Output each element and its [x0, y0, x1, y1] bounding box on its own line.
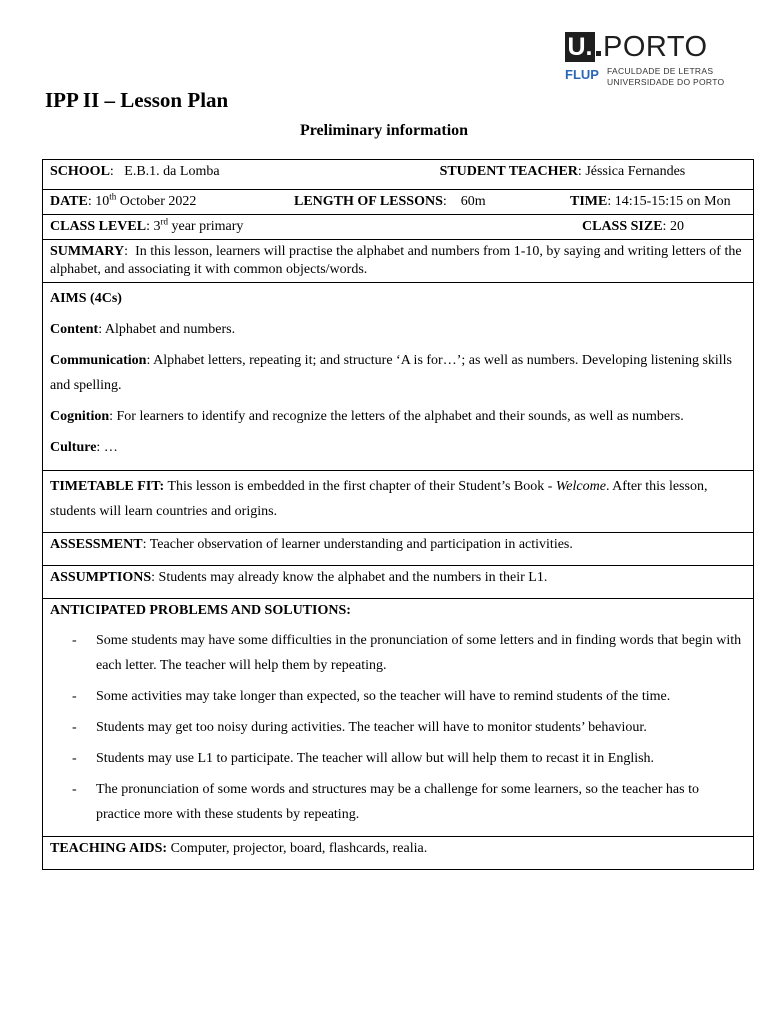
cell-assessment: ASSESSMENT: Teacher observation of learner understanding and participation in activities. — [43, 533, 754, 566]
class-level-label: CLASS LEVEL — [50, 219, 147, 234]
logo-name: PORTO — [603, 31, 708, 63]
aims-heading — [50, 286, 746, 311]
row-school — [43, 160, 754, 190]
date-line — [50, 193, 746, 211]
cell-teaching-aids — [43, 837, 754, 870]
class-level-suffix: rd — [160, 216, 168, 227]
assessment-label: ASSESSMENT — [50, 537, 143, 552]
list-item: - Some students may have some difficulties in the pronunciation of some letters and in finding words that begin with each letter. The teacher will help them by repeating. — [50, 628, 746, 678]
time-field: TIME: 14:15-15:15 on Mon — [570, 194, 731, 209]
problems-list — [50, 628, 746, 827]
cell-assumptions: ASSUMPTIONS: Students may already know the alphabet and the numbers in their L1. — [43, 566, 754, 599]
aims-heading-text: AIMS (4Cs) — [50, 291, 122, 306]
school-value: E.B.1. da Lomba — [124, 164, 220, 179]
aims-cognition-label: Cognition — [50, 409, 110, 424]
aims-content: Content: Alphabet and numbers. — [50, 322, 236, 337]
time-value: 14:15-15:15 on Mon — [614, 194, 731, 209]
aims-cognition-text: For learners to identify and recognize the letters of the alphabet and their sounds, as well as numbers. — [116, 409, 684, 424]
aims-communication: Communication: Alphabet letters, repeating it; and structure ‘A is for…’; as well as numbers. Developing listening skills and spelling. — [50, 353, 733, 393]
cell-school — [43, 160, 754, 190]
logo-mark: U. — [565, 32, 595, 62]
timetable-label: TIMETABLE FIT: — [50, 479, 165, 494]
assessment-text: Teacher observation of learner understanding and participation in activities. — [149, 537, 573, 552]
school-field: SCHOOL: E.B.1. da Lomba — [50, 164, 220, 179]
cell-date — [43, 190, 754, 215]
date-label: DATE — [50, 194, 88, 209]
timetable-book: Welcome — [555, 479, 606, 494]
row-aims — [43, 283, 754, 471]
class-size-value: 20 — [669, 219, 684, 234]
logo-faculty-line2: UNIVERSIDADE DO PORTO — [607, 77, 725, 87]
cell-problems — [43, 599, 754, 837]
row-timetable — [43, 471, 754, 533]
aims-content-label: Content — [50, 322, 99, 337]
list-item: - The pronunciation of some words and structures may be a challenge for some learners, so the teacher has to practice more with these students by repeating. — [50, 777, 746, 827]
length-value: 60m — [460, 194, 486, 209]
cell-timetable — [43, 471, 754, 533]
teaching-aids-text: Computer, projector, board, flashcards, realia. — [170, 841, 428, 856]
date-rest: October 2022 — [119, 194, 197, 209]
cell-aims — [43, 283, 754, 471]
timetable-text-after: . After this lesson, students will learn countries and origins. — [50, 479, 708, 519]
timetable-text: This lesson is embedded in the first chapter of their Student’s Book - — [167, 479, 553, 494]
date-field: DATE: 10th October 2022 — [50, 191, 197, 209]
class-size-field: CLASS SIZE: 20 — [582, 219, 684, 234]
student-teacher-label: STUDENT TEACHER — [439, 164, 578, 179]
school-label: SCHOOL — [50, 164, 110, 179]
date-day: 10 — [95, 194, 110, 209]
logo-unit: FLUP — [565, 67, 599, 82]
class-level-rest: year primary — [171, 219, 244, 234]
aims-culture: Culture: … — [50, 440, 118, 455]
document-subtitle: Preliminary information — [299, 122, 469, 139]
summary-label: SUMMARY — [50, 244, 125, 259]
problems-heading: ANTICIPATED PROBLEMS AND SOLUTIONS: — [50, 603, 351, 618]
summary-text: In this lesson, learners will practise the alphabet and numbers from 1-10, by saying and writing letters of the alphabet, and associating it with common objects/words. — [50, 244, 742, 277]
time-label: TIME — [570, 194, 608, 209]
cell-summary: SUMMARY: In this lesson, learners will practise the alphabet and numbers from 1-10, by saying and writing letters of the alphabet, and associating it with common objects/words. — [43, 240, 754, 283]
student-teacher-value: Jéssica Fernandes — [585, 164, 686, 179]
class-size-label: CLASS SIZE — [582, 219, 663, 234]
row-problems — [43, 599, 754, 837]
class-level-field: CLASS LEVEL: 3rd year primary — [50, 216, 244, 234]
row-summary — [43, 240, 754, 283]
university-logo — [565, 30, 745, 92]
cell-class — [43, 215, 754, 240]
logo-faculty-line1: FACULDADE DE LETRAS — [607, 66, 714, 76]
lesson-plan-table — [42, 159, 754, 870]
logo-faculty — [607, 66, 724, 88]
class-level-num: 3 — [153, 219, 161, 234]
row-assessment — [43, 533, 754, 566]
list-item: - Students may use L1 to participate. The teacher will allow but will help them to recast it in English. — [50, 746, 746, 771]
logo-dot — [596, 51, 601, 56]
assumptions-text: Students may already know the alphabet and the numbers in their L1. — [158, 570, 548, 585]
length-field: LENGTH OF LESSONS: 60m — [294, 194, 486, 209]
row-assumptions — [43, 566, 754, 599]
list-item: - Some activities may take longer than expected, so the teacher will have to remind students of the time. — [50, 684, 746, 709]
row-teaching-aids — [43, 837, 754, 870]
length-label: LENGTH OF LESSONS — [294, 194, 443, 209]
document-title: IPP II – Lesson Plan — [45, 88, 229, 112]
aims-communication-text: Alphabet letters, repeating it; and structure ‘A is for…’; as well as numbers. Developing listening skills and spelling. — [50, 353, 733, 393]
date-suffix: th — [109, 191, 117, 202]
list-item: - Students may get too noisy during activities. The teacher will have to monitor students’ behaviour. — [50, 715, 746, 740]
row-class — [43, 215, 754, 240]
assumptions-label: ASSUMPTIONS — [50, 570, 152, 585]
teaching-aids-label: TEACHING AIDS: — [50, 841, 168, 856]
aims-culture-text: … — [103, 440, 118, 455]
aims-content-text: Alphabet and numbers. — [104, 322, 236, 337]
aims-cognition: Cognition: For learners to identify and recognize the letters of the alphabet and their sounds, as well as numbers. — [50, 409, 684, 424]
row-date — [43, 190, 754, 215]
student-teacher-field: STUDENT TEACHER: Jéssica Fernandes — [439, 164, 686, 179]
aims-communication-label: Communication — [50, 353, 147, 368]
aims-culture-label: Culture — [50, 440, 97, 455]
class-line — [50, 218, 746, 236]
